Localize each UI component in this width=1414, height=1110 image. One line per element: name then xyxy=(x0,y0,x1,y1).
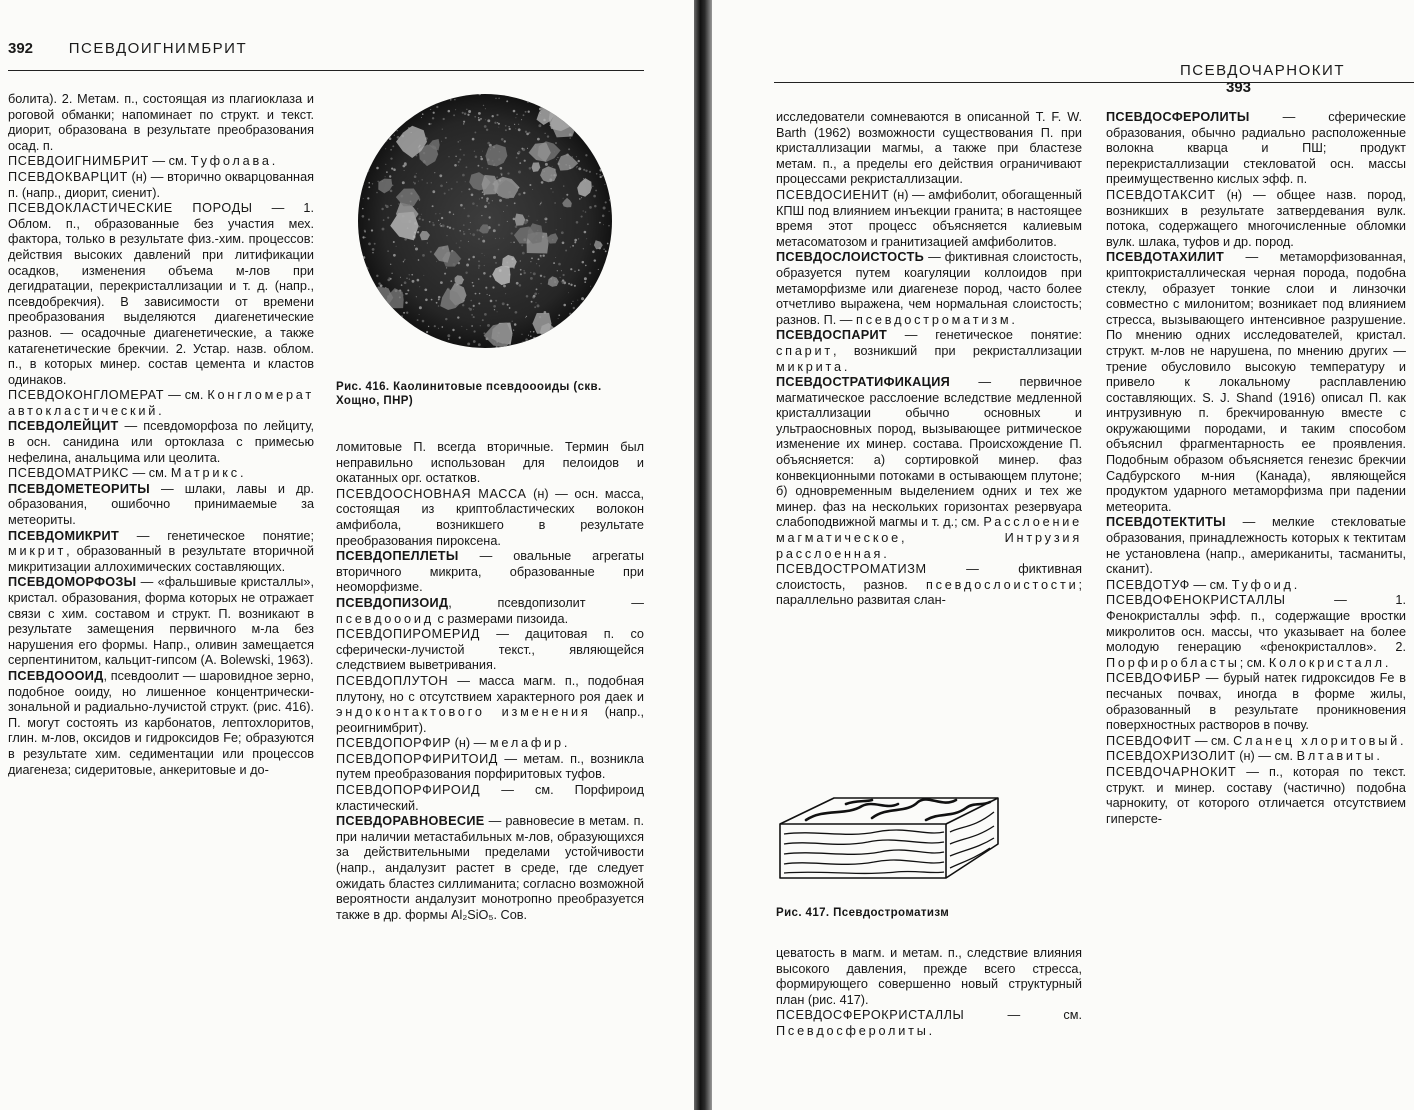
entry-headword: ПСЕВДОЛЕЙЦИТ xyxy=(8,419,119,434)
entry-headword: ПСЕВДОФИБР xyxy=(1106,671,1201,686)
right-running-title: ПСЕВДОЧАРНОКИТ xyxy=(1180,62,1345,79)
entry-definition: — п., которая по текст. структ. и минер. составу (частично) подобна чарнокиту, от которого отличается отсутствием гиперсте- xyxy=(1106,764,1406,826)
entry-definition: . xyxy=(843,359,848,374)
entry-definition: — псевдоморфоза по лейциту, в осн. санидина или ортоклаза с примесью нефелина, анальцима или цеолита. xyxy=(8,419,314,465)
entry-headword: ПСЕВДОПЛУТОН xyxy=(336,673,449,688)
right-header-rule xyxy=(774,82,1414,83)
left-page xyxy=(0,0,694,1110)
entry-definition: — см. xyxy=(1189,577,1232,592)
entry-definition: — дацитовая п. со сферически-лучистой текст., являющейся следствием выветривания. xyxy=(336,627,644,673)
entry-definition: , псевдопизолит — xyxy=(448,595,644,610)
entry-definition: — шлаки, лавы и др. образования, ошибочно принимаемые за метеориты. xyxy=(8,481,314,528)
entry-headword: ПСЕВДОФЕНОКРИСТАЛЛЫ xyxy=(1106,593,1286,608)
dictionary-entry xyxy=(1106,749,1406,765)
dictionary-entry xyxy=(1106,578,1406,594)
right-column-1 xyxy=(776,110,1082,609)
dictionary-entry xyxy=(8,154,314,170)
entry-headword: ПСЕВДОСФЕРОКРИСТАЛЛЫ xyxy=(776,1008,965,1023)
dictionary-entry xyxy=(1106,188,1406,250)
dictionary-entry xyxy=(336,596,644,627)
entry-definition: — бурый натек гидроксидов Fe в песчаных почвах, иногда в форме жилы, образованный в результате проникновения поверхностных растворов в почву. xyxy=(1106,671,1406,733)
figure-416-caption: Рис. 416. Каолинитовые псевдоооиды (скв. Хощно, ПНР) xyxy=(336,381,602,407)
figure-417-caption: Рис. 417. Псевдостроматизм xyxy=(776,907,950,919)
entry-definition: (н) — амфиболит, обогащенный КПШ под влиянием инъекции гранита; в настоящее время этот процесс объясняется калиевым метасоматозом и гранитизацией амфиболитов. xyxy=(776,187,1082,249)
dictionary-entry xyxy=(336,487,644,549)
entry-headword: ПСЕВДОСЛОИСТОСТЬ xyxy=(776,250,925,265)
right-column-1-continued xyxy=(776,946,1082,1040)
entry-definition: . xyxy=(271,154,276,169)
entry-definition: . xyxy=(928,1023,933,1038)
entry-definition: — см. xyxy=(1191,733,1234,748)
cross-reference: мелафир xyxy=(489,736,564,751)
cross-reference: Колокристалл xyxy=(1268,655,1385,670)
dictionary-entry xyxy=(1106,110,1406,188)
entry-definition: — метам. п., возникла путем преобразования порфиритовых туфов. xyxy=(336,751,644,782)
entry-definition: — генетическое понятие; xyxy=(119,528,314,543)
entry-definition: . xyxy=(1293,577,1298,592)
entry-headword: ПСЕВДОТУФ xyxy=(1106,577,1190,592)
entry-headword: ПСЕВДОФИТ xyxy=(1106,733,1192,748)
dictionary-entry xyxy=(336,814,644,923)
dictionary-entry xyxy=(336,674,644,736)
cross-reference: Конгломерат автокластический xyxy=(8,388,314,418)
entry-headword: ПСЕВДОКЛАСТИЧЕСКИЕ ПОРОДЫ xyxy=(8,201,253,216)
entry-headword: ПСЕВДОПОРФИР xyxy=(336,736,452,751)
cross-reference: эндоконтактового изменения xyxy=(336,705,591,720)
entry-definition: (напр., реоигнимбрит). xyxy=(336,705,645,735)
dictionary-entry xyxy=(336,736,644,752)
dictionary-entry xyxy=(776,562,1082,609)
entry-definition: . xyxy=(563,736,568,751)
dictionary-entry xyxy=(776,375,1082,562)
cross-reference: Сланец хлоритовый xyxy=(1233,733,1401,748)
cross-reference: псевдостроматизм xyxy=(856,312,1012,327)
entry-headword: ПСЕВДОООИД xyxy=(8,668,104,683)
left-column-2 xyxy=(336,440,644,923)
entry-definition: — 1. Фенокристаллы эфф. п., содержащие вростки микролитов осн. массы, что указывает на более молодую генерацию «фенокристаллов». 2. xyxy=(1106,593,1406,655)
continuation-text: болита). 2. Метам. п., состоящая из плагиоклаза и роговой обманки; напоминает по структ. и текст. диорит, образована в результате преобразования осад. п. xyxy=(8,92,314,153)
entry-headword: ПСЕВДОПОРФИРОИД xyxy=(336,783,481,798)
dictionary-entry xyxy=(8,466,314,482)
entry-definition: , возникший при рекристаллизации xyxy=(833,343,1082,358)
continuation-text: исследователи сомневаются в описанной T. F. W. Barth (1962) возможности существования П. при кристаллизации магмы, а также при бластезе метам. п., а пределы его действия ограничивают процессами рекристаллизации. xyxy=(776,110,1082,187)
continuation-text: ломитовые П. всегда вторичные. Термин был неправильно использован для пелоидов и окатанных орг. остатков. xyxy=(336,440,644,486)
entry-headword: ПСЕВДОКВАРЦИТ xyxy=(8,169,128,184)
dictionary-entry xyxy=(336,627,644,674)
entry-definition: — сферические образования, обычно радиально расположенные волокна кварца и ПШ; продукт перекристаллизации стекловатой осн. массы преимущественно кислых эфф. п. xyxy=(1106,110,1406,187)
entry-definition: — «фальшивые кристаллы», кристал. образования, форма которых не отражает связи с хим. составом и структ. П. возникают в результате замещения первичного м-ла без нарушения его формы. Напр., оливин замещается серпентинитом, кальцит-гипсом (A. Bolewski, 1963). xyxy=(8,575,314,668)
left-running-head xyxy=(8,40,247,57)
entry-headword: ПСЕВДОРАВНОВЕСИЕ xyxy=(336,814,485,829)
entry-definition: ; параллельно развитая слан- xyxy=(776,577,1082,608)
entry-definition: — равновесие в метам. п. при наличии метастабильных м-лов, образующихся за действительными пределами устойчивости (напр., андалузит растет в среде, где следует ожидать бластез силлиманита; согласно возможной вероятности андалузит монотропно преобразуется также в др. формы Al₂SiO₅. Сов. xyxy=(336,814,644,922)
entry-definition: — мелкие стекловатые образования, принадлежность которых к тектитам не установлена (напр., американиты, тасманиты, сканит). xyxy=(1106,515,1406,577)
entry-definition: . xyxy=(1384,655,1389,670)
dictionary-entry xyxy=(776,250,1082,328)
right-column-2 xyxy=(1106,110,1406,827)
dictionary-entry xyxy=(1106,250,1406,515)
entry-headword: ПСЕВДОТАКСИТ xyxy=(1106,187,1216,202)
entry-headword: ПСЕВДОМАТРИКС xyxy=(8,466,129,481)
entry-definition: (н) — общее назв. пород, возникших в результате затвердевания вулк. потока, содержащего многочисленные обломки вулк. шлака, туфов и др. пород. xyxy=(1106,187,1406,249)
entry-headword: ПСЕВДОСПАРИТ xyxy=(776,328,888,343)
entry-definition: (н) — см. xyxy=(1235,749,1297,764)
entry-definition: — генетическое понятие: xyxy=(887,328,1082,343)
entry-definition: с размерами пизоида. xyxy=(433,611,569,626)
entry-definition: ; см. xyxy=(1239,655,1269,670)
entry-headword: ПСЕВДОПИЗОИД xyxy=(336,595,449,610)
dictionary-entry xyxy=(1106,765,1406,827)
dictionary-entry xyxy=(1106,671,1406,733)
entry-definition: — см. xyxy=(964,1008,1082,1023)
dictionary-entry xyxy=(8,575,314,669)
dictionary-entry xyxy=(8,170,314,201)
right-running-head xyxy=(1180,62,1414,96)
dictionary-entry xyxy=(776,188,1082,250)
cross-reference: Туфоид xyxy=(1231,577,1294,592)
entry-headword: ПСЕВДОТАХИЛИТ xyxy=(1106,250,1225,265)
book-gutter xyxy=(694,0,712,1110)
dictionary-entry xyxy=(8,201,314,388)
entry-definition: — метаморфизованная, криптокристаллическая черная порода, подобна стеклу, образует тонкие слои и линзочки совместно с милонитом; возникает под влиянием стресса, вызывающего интенсивное разрушение. По мнению одних исследователей, кристал. структ. м-лов не нарушена, по мнению других — трение обусловило высокую температуру и привело к локальному расплавлению составляющих. S. J. Shand (1916) описал П. как интрузивную п. брекчированную вместе с окружающими породами, и таким способом объяснил фрагментарность ее проявления. Подобным образом объясняется генезис брекчии Садбурского м-ния (Канада), являющейся продуктом ударного метаморфизма при падении метеорита. xyxy=(1106,250,1406,514)
entry-definition: . xyxy=(1011,312,1015,327)
entry-definition: . xyxy=(883,546,887,561)
entry-definition: — 1. Облом. п., образованные без участия мех. фактора, только в результате физ.-хим. процессов: действия высоких давлений при литификации осадков, изменения объема м-лов при дегидратации, перекристаллизации и т. д. (напр., псевдобрекчия). В зависимости от времени преобразования выделяются диагенетические разнов. — осадочные диагенетические, а также катагенетические брекчии. 2. Устар. назв. облом. п., в которых минер. состав цемента и кластов одинаков. xyxy=(8,201,314,387)
entry-headword: ПСЕВДОИГНИМБРИТ xyxy=(8,154,149,169)
cross-reference: Порфиробласты xyxy=(1106,655,1240,670)
entry-headword: ПСЕВДОТЕКТИТЫ xyxy=(1106,515,1226,530)
entry-definition: . xyxy=(239,466,244,481)
left-running-title: ПСЕВДОИГНИМБРИТ xyxy=(68,40,248,57)
dictionary-entry xyxy=(776,1008,1082,1039)
dictionary-entry xyxy=(336,549,644,596)
entry-definition: . xyxy=(1376,749,1380,764)
entry-definition: — первичное магматическое расслоение вследствие медленной кристаллизации обычно основных и ультраосновных пород, вызывающее ритмическое изменение их минер. состава. Происхождение П. объясняется: а) сортировкой минер. фаз конвекционными потоками в остывающем плутоне; б) одновременным выделением одних и тех же минер. фаз на нескольких горизонтах резервуара слабоподвижной магмы и т. д.; см. xyxy=(776,375,1082,530)
entry-definition: (н) — xyxy=(451,736,490,751)
dictionary-entry xyxy=(8,669,314,778)
dictionary-entry xyxy=(1106,515,1406,577)
dictionary-entry xyxy=(8,419,314,466)
entry-headword: ПСЕВДОСТРАТИФИКАЦИЯ xyxy=(776,375,951,390)
entry-headword: ПСЕВДООСНОВНАЯ МАССА xyxy=(336,486,527,501)
dictionary-entry xyxy=(8,529,314,576)
cross-reference: Матрикс xyxy=(170,466,240,481)
continuation-text: цеватость в магм. и метам. п., следствие влияния высокого давления, прежде всего стресса, формирующего совершенно новый структурный план (рис. 417). xyxy=(776,946,1082,1007)
entry-definition: — фиктивная слоистость, разнов. xyxy=(776,562,1082,592)
entry-headword: ПСЕВДОХРИЗОЛИТ xyxy=(1106,749,1236,764)
left-column-1 xyxy=(8,92,314,778)
entry-definition: (н) — вторично окварцованная п. (напр., диорит, сиенит). xyxy=(8,169,314,200)
cross-reference: Туфолава xyxy=(190,154,272,169)
dictionary-entry xyxy=(8,388,314,419)
entry-headword: ПСЕВДОПЕЛЛЕТЫ xyxy=(336,549,459,564)
cross-reference: псевдослоистости xyxy=(925,577,1079,592)
dictionary-entry xyxy=(1106,734,1406,750)
entry-definition: — см. xyxy=(128,466,171,481)
entry-headword: ПСЕВДОСТРОМАТИЗМ xyxy=(776,562,927,577)
right-page-number: 393 xyxy=(1226,79,1252,96)
dictionary-entry xyxy=(776,328,1082,375)
entry-headword: ПСЕВДОМИКРИТ xyxy=(8,528,120,543)
entry-definition: — фиктивная слоистость, образуется путем коагуляции коллоидов при метаморфизме или диагенезе пород, часто более отчетливо выражена, чем нормальная слоистость; разнов. П. — xyxy=(776,250,1082,327)
entry-definition: — см. Порфироид кластический. xyxy=(336,783,644,813)
left-page-number: 392 xyxy=(8,40,34,57)
entry-definition: (н) — осн. масса, состоящая из криптобластических волокон амфибола, возникшего в результате преобразования пироксена. xyxy=(336,486,644,548)
dictionary-entry xyxy=(1106,593,1406,671)
entry-definition: — см. xyxy=(148,154,191,169)
entry-definition: , образованный в результате вторичной микритизации аллохимических составляющих. xyxy=(8,544,314,574)
kaolinite-pseudoooids-photo xyxy=(356,92,614,350)
entry-headword: ПСЕВДОЧАРНОКИТ xyxy=(1106,764,1237,779)
dictionary-entry xyxy=(336,783,644,814)
entry-definition: , псевдоолит — шаровидное зерно, подобное ооиду, но лишенное концентрически-зональной и радиально-лучистой структ. (рис. 416). П. могут состоять из карбонатов, лептохлоритов, глин. м-лов, оксидов и гидроксидов Fe; образуются в результате хим. седиментации или процессов диагенеза; сидеритовые, анкеритовые и до- xyxy=(8,668,314,777)
entry-headword: ПСЕВДОСИЕНИТ xyxy=(776,187,890,202)
cross-reference: Влтавиты xyxy=(1296,749,1377,764)
cross-reference: микрит xyxy=(8,544,67,559)
entry-headword: ПСЕВДОКОНГЛОМЕРАТ xyxy=(8,388,165,403)
entry-definition: — масса магм. п., подобная плутону, но с отсутствием характерного роя даек и xyxy=(336,673,644,704)
right-page xyxy=(712,0,1414,1110)
entry-headword: ПСЕВДОМЕТЕОРИТЫ xyxy=(8,481,151,496)
dictionary-entry xyxy=(336,752,644,783)
pseudostromatism-diagram xyxy=(776,786,1006,896)
entry-definition: . xyxy=(158,403,162,418)
cross-reference: спарит xyxy=(776,343,834,358)
left-header-rule xyxy=(8,70,644,71)
entry-definition: — см. xyxy=(164,388,208,403)
entry-definition: — овальные агрегаты вторичного микрита, образованные при неоморфизме. xyxy=(336,549,644,595)
entry-definition: . xyxy=(1400,733,1404,748)
entry-headword: ПСЕВДОПОРФИРИТОИД xyxy=(336,751,499,766)
cross-reference: микрита xyxy=(776,359,844,374)
entry-headword: ПСЕВДОМОРФОЗЫ xyxy=(8,575,137,590)
entry-headword: ПСЕВДОПИРОМЕРИД xyxy=(336,627,480,642)
entry-headword: ПСЕВДОСФЕРОЛИТЫ xyxy=(1106,110,1250,124)
cross-reference: псевдоооид xyxy=(336,611,434,626)
cross-reference: Расслоение магматическое, Интрузия расслоенная xyxy=(776,515,1082,561)
cross-reference: Псевдосферолиты xyxy=(776,1023,929,1038)
dictionary-entry xyxy=(8,482,314,529)
